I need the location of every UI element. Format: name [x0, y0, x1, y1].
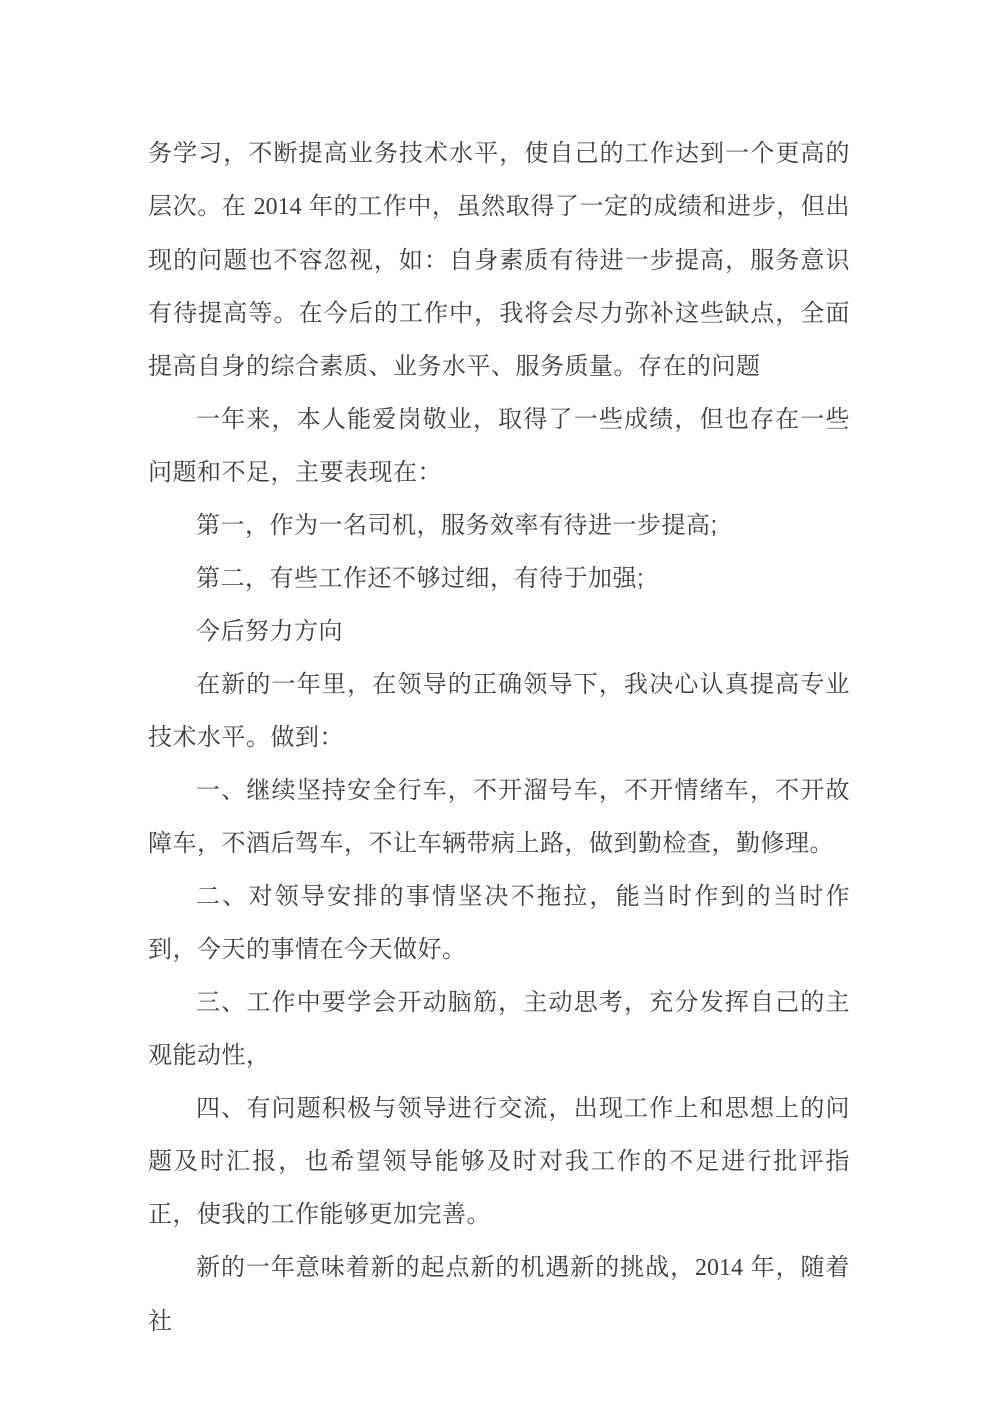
paragraph: 一、继续坚持安全行车，不开溜号车，不开情绪车，不开故障车，不酒后驾车，不让车辆带病上路，做到勤检查，勤修理。	[148, 777, 850, 857]
serif-number: 2014	[253, 194, 302, 220]
document-body	[148, 127, 850, 1348]
paragraph: 四、有问题积极与领导进行交流，出现工作上和思想上的问题及时汇报，也希望领导能够及时对我工作的不足进行批评指正，使我的工作能够更加完善。	[148, 1095, 850, 1228]
paragraph: 第一，作为一名司机，服务效率有待进一步提高;	[196, 512, 718, 539]
paragraph: 二、对领导安排的事情坚决不拖拉，能当时作到的当时作到，今天的事情在今天做好。	[148, 883, 850, 963]
paragraph: 新的一年意味着新的起点新的机遇新的挑战，2014 年，随着社	[148, 1254, 851, 1335]
paragraph: 今后努力方向	[196, 618, 343, 645]
paragraph: 一年来，本人能爱岗敬业，取得了一些成绩，但也存在一些问题和不足，主要表现在：	[148, 406, 850, 486]
serif-number: 2014	[695, 1255, 744, 1281]
paragraph: 三、工作中要学会开动脑筋，主动思考，充分发挥自己的主观能动性，	[148, 989, 850, 1069]
paragraph: 第二，有些工作还不够过细，有待于加强;	[196, 565, 645, 592]
paragraph: 在新的一年里，在领导的正确领导下，我决心认真提高专业技术水平。做到：	[148, 671, 850, 751]
paragraph: 务学习，不断提高业务技术水平，使自己的工作达到一个更高的层次。在 2014 年的工作中，虽然取得了一定的成绩和进步，但出现的问题也不容忽视，如：自身素质有待进一步提高，服务意识有待提高等。在今后的工作中，我将会尽力弥补这些缺点，全面提高自身的综合素质、业务水平、服务质量。存在的问题	[148, 140, 851, 380]
